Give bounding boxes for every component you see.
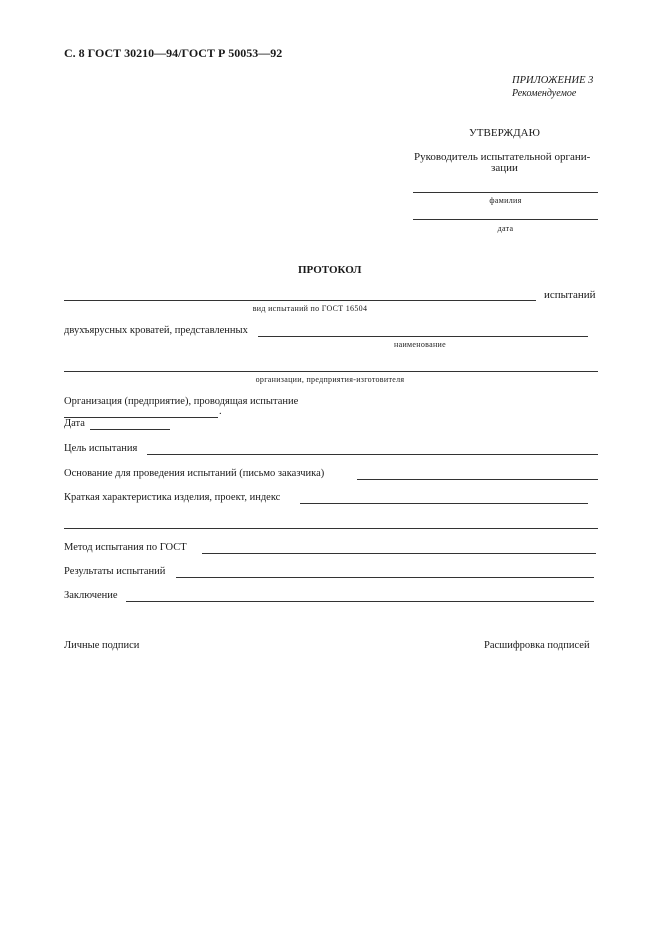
appendix-label: ПРИЛОЖЕНИЕ 3 (512, 75, 594, 86)
date-label: Дата (64, 418, 85, 429)
test-type-field-line[interactable] (64, 300, 536, 301)
product-name-field-line[interactable] (258, 336, 588, 337)
basis-field-line[interactable] (357, 479, 598, 480)
purpose-field-line[interactable] (147, 454, 598, 455)
organization-label: Организация (предприятие), проводящая испытание (64, 396, 299, 407)
test-date-field-line[interactable] (90, 429, 170, 430)
approver-position-line2: зации (491, 162, 518, 174)
approver-position-line1: Руководитель испытательной органи- (414, 151, 591, 163)
manufacturer-field-line[interactable] (64, 371, 598, 372)
approval-date-caption: дата (497, 224, 514, 233)
characteristics-label: Краткая характеристика изделия, проект, индекс (64, 492, 281, 503)
protocol-title: ПРОТОКОЛ (298, 264, 362, 276)
characteristics-extra-line[interactable] (64, 528, 598, 529)
method-field-line[interactable] (202, 553, 596, 554)
tests-word: испытаний (544, 289, 596, 301)
organization-field-line[interactable] (64, 417, 218, 418)
approval-label: УТВЕРЖДАЮ (469, 127, 540, 139)
results-label: Результаты испытаний (64, 566, 166, 577)
method-label: Метод испытания по ГОСТ (64, 542, 187, 553)
page-header: С. 8 ГОСТ 30210—94/ГОСТ Р 50053—92 (64, 46, 283, 60)
characteristics-field-line[interactable] (300, 503, 588, 504)
signature-decoding-label: Расшифровка подписей (484, 640, 590, 651)
manufacturer-caption: организации, предприятия-изготовителя (255, 375, 405, 384)
basis-label: Основание для проведения испытаний (письмо заказчика) (64, 468, 325, 479)
appendix-status: Рекомендуемое (512, 88, 577, 99)
beds-label: двухъярусных кроватей, представленных (64, 325, 248, 336)
conclusion-label: Заключение (64, 590, 118, 601)
conclusion-field-line[interactable] (126, 601, 594, 602)
test-type-caption: вид испытаний по ГОСТ 16504 (252, 304, 368, 313)
surname-field-line[interactable] (413, 192, 598, 193)
name-caption: наименование (394, 340, 446, 349)
organization-period: . (219, 406, 222, 417)
results-field-line[interactable] (176, 577, 594, 578)
surname-caption: фамилия (489, 196, 522, 205)
personal-signatures-label: Личные подписи (64, 640, 140, 651)
purpose-label: Цель испытания (64, 443, 138, 454)
date-field-line[interactable] (413, 219, 598, 220)
